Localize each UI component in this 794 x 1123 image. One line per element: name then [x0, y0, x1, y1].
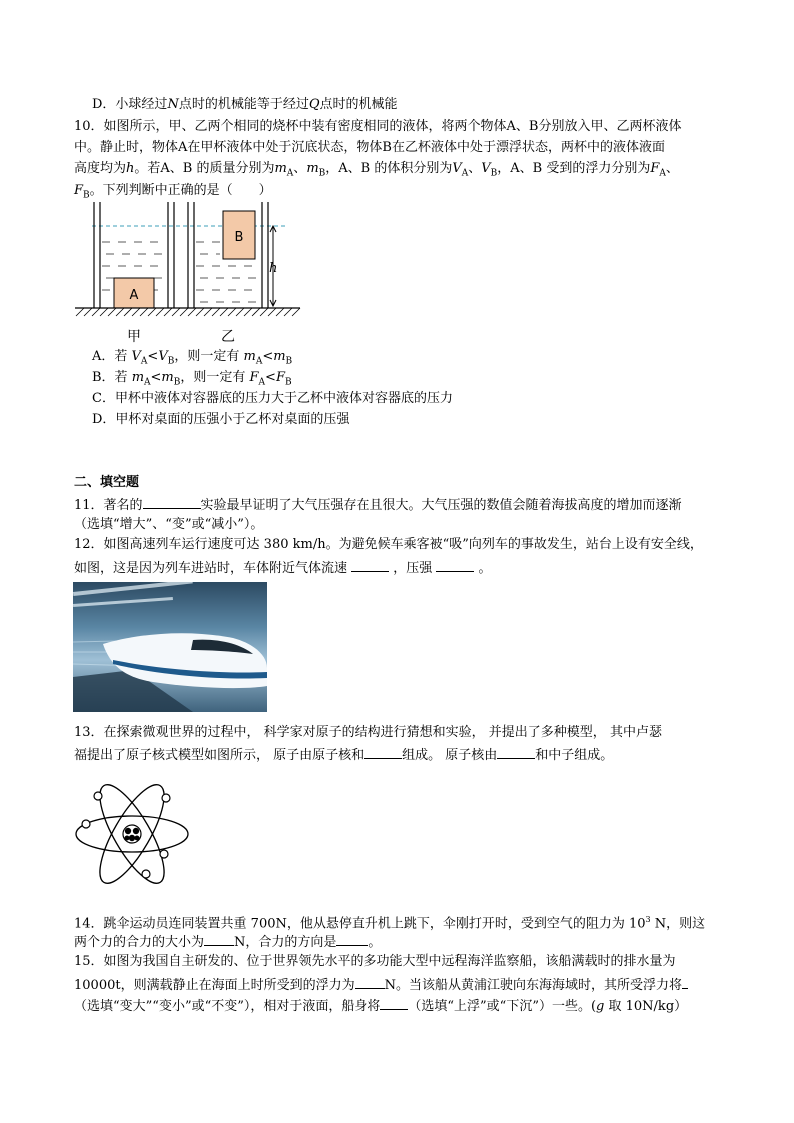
train-illustration [73, 582, 267, 712]
object-b-label: B [234, 230, 244, 245]
q11-line1: 11．著名的 实验最早证明了大气压强存在且很大。大气压强的数值会随着海拔高度的增加而逐渐 [74, 495, 682, 515]
q14-blank-1[interactable] [204, 932, 234, 946]
q11-line2: （选填“增大”、“变”或“减小”）。 [74, 517, 264, 532]
q13-blank-2[interactable] [497, 745, 535, 759]
q14-line2: 两个力的合力的大小为 N，合力的方向是 。 [74, 932, 381, 952]
q12-blank-2[interactable] [436, 558, 474, 572]
q12-line1: 12．如图高速列车运行速度可达 380 km/h。为避免候车乘客被“吸”向列车的事故发生，站台上设有安全线， [74, 537, 703, 552]
section-heading: 二、填空题 [74, 475, 140, 490]
q14-line1: 14．跳伞运动员连同装置共重 700N，他从悬停直升机上跳下，伞刚打开时，受到空气的阻力为 $10^3$ N，则这 [74, 915, 706, 932]
cup1-label: 甲 [127, 329, 141, 345]
q10-option-c: C．甲杯中液体对容器底的压力大于乙杯中液体对容器底的压力 [92, 391, 453, 406]
table-hatching [76, 308, 300, 316]
q15-line3: （选填“变大”“变小”或“不变”），相对于液面，船身将 （选填“上浮”或“下沉”）一些。(g 取 10N/kg） [74, 996, 687, 1016]
q15-blank-1[interactable] [355, 975, 385, 989]
q14-blank-2[interactable] [336, 932, 368, 946]
q9-option-d: D．小球经过N点时的机械能等于经过Q点时的机械能 [92, 97, 398, 112]
q10-line3: 高度均为h。若A、B 的质量分别为$m_A$、$m_B$，A、B 的体积分别为$V_A$、$V_B$，A、B 受到的浮力分别为$F_A$、 [74, 161, 679, 179]
q13-line2: 福提出了原子核式模型如图所示， 原子由原子核和 组成。 原子核由 和中子组成。 [74, 745, 613, 765]
q10-line4: $F_B$。下列判断中正确的是（ ） [74, 183, 272, 201]
cup2-label: 乙 [221, 329, 235, 345]
q13-blank-1[interactable] [364, 745, 402, 759]
beakers-figure [70, 198, 305, 348]
object-a-label: A [129, 288, 139, 303]
height-label: h [269, 261, 278, 276]
q15-blank-2[interactable] [682, 975, 688, 989]
q10-line1: 10．如图所示，甲、乙两个相同的烧杯中装有密度相同的液体，将两个物体A、B分别放入甲、乙两杯液体 [74, 119, 682, 134]
q15-line1: 15．如图为我国自主研发的、位于世界领先水平的多功能大型中远程海洋监察船，该船满载时的排水量为 [74, 954, 676, 969]
q15-blank-3[interactable] [380, 996, 408, 1010]
q12-line2: 如图，这是因为列车进站时，车体附近气体流速 ，压强 。 [74, 558, 492, 578]
high-speed-train-photo [73, 582, 267, 712]
q10-option-b: B．若 $m_A<m_B$，则一定有 $F_A<F_B$ [92, 370, 292, 388]
q12-blank-1[interactable] [351, 558, 389, 572]
q10-option-d: D．甲杯对桌面的压强小于乙杯对桌面的压强 [92, 412, 350, 427]
q13-line1: 13．在探索微观世界的过程中， 科学家对原子的结构进行猜想和实验， 并提出了多种模型， 其中卢瑟 [74, 725, 662, 740]
q15-line2: 10000t，则满载静止在海面上时所受到的浮力为 N。当该船从黄浦江驶向东海海域时，其所受浮力将 [74, 975, 688, 995]
atom-model-figure [70, 768, 194, 900]
q11-blank[interactable] [143, 495, 201, 509]
q10-line2: 中。静止时，物体A在甲杯液体中处于沉底状态，物体B在乙杯液体中处于漂浮状态，两杯中的液体液面 [74, 140, 665, 155]
q10-option-a: A．若 $V_A<V_B$，则一定有 $m_A<m_B$ [92, 349, 293, 367]
